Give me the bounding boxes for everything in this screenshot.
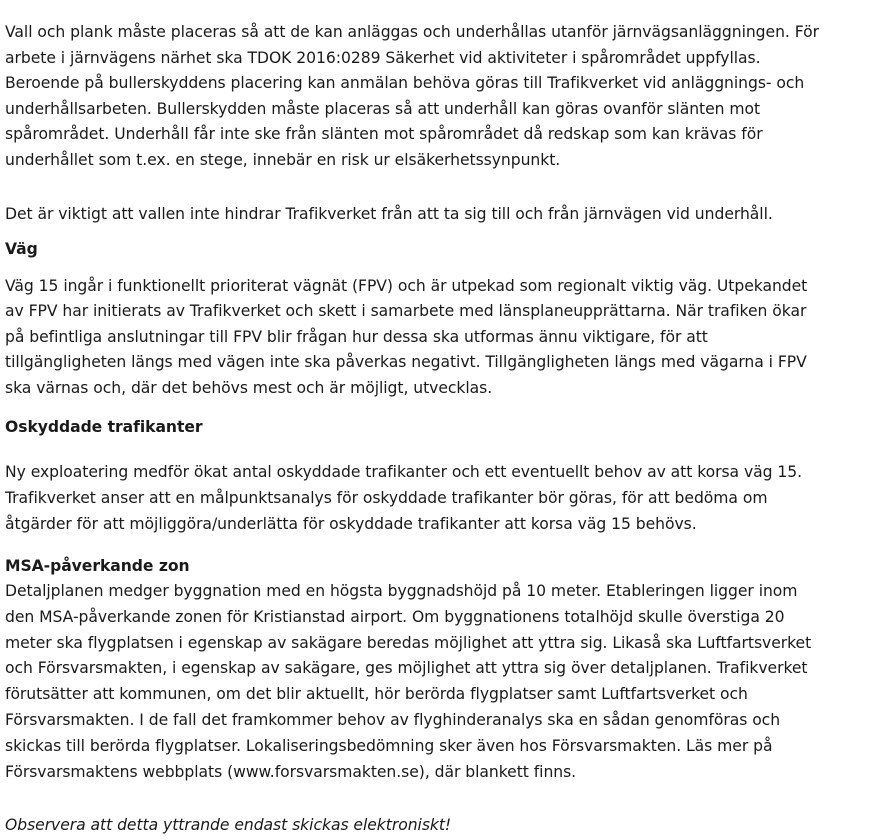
closing-note: Observera att detta yttrande endast skickas elektroniskt!	[5, 816, 452, 834]
section-heading-msa: MSA-påverkande zon	[5, 557, 190, 575]
msa-line: Försvarsmaktens webbplats (www.forsvarsmakten.se), där blankett finns.	[5, 763, 577, 781]
intro-line: Vall och plank måste placeras så att de kan anläggas och underhållas utanför järnvägsanläggningen. För	[5, 23, 819, 41]
msa-line: och Försvarsmakten, i egenskap av sakägare, ges möjlighet att yttra sig över detaljplanen. Trafikverket	[5, 659, 808, 677]
intro-note: Det är viktigt att vallen inte hindrar Trafikverket från att ta sig till och från järnvägen vid underhåll.	[5, 205, 773, 223]
section-heading-oskyddade: Oskyddade trafikanter	[5, 418, 203, 436]
section-heading-vag: Väg	[5, 240, 38, 258]
vag-line: ska värnas och, där det behövs mest och är möjligt, utvecklas.	[5, 379, 493, 397]
intro-line: underhållsarbeten. Bullerskydden måste placeras så att underhåll kan göras ovanför slänten mot	[5, 100, 761, 118]
oskyddade-line: åtgärder för att möjliggöra/underlätta för oskyddade trafikanter att korsa väg 15 behövs.	[5, 515, 697, 533]
oskyddade-line: Trafikverket anser att en målpunktsanalys för oskyddade trafikanter bör göras, för att bedöma om	[5, 489, 768, 507]
vag-line: på befintliga anslutningar till FPV blir frågan hur dessa ska utformas ännu viktigare, för att	[5, 328, 708, 346]
msa-line: Detaljplanen medger byggnation med en högsta byggnadshöjd på 10 meter. Etableringen ligger inom	[5, 582, 798, 600]
vag-line: Väg 15 ingår i funktionellt prioriterat vägnät (FPV) och är utpekad som regionalt viktig väg. Utpekandet	[5, 277, 808, 295]
oskyddade-line: Ny exploatering medför ökat antal oskyddade trafikanter och ett eventuellt behov av att korsa väg 15.	[5, 463, 803, 481]
msa-line: den MSA-påverkande zonen för Kristianstad airport. Om byggnationens totalhöjd skulle överstiga 20	[5, 608, 785, 626]
msa-line: förutsätter att kommunen, om det blir aktuellt, hör berörda flygplatser samt Luftfartsverket och	[5, 685, 748, 703]
vag-line: av FPV har initierats av Trafikverket och skett i samarbete med länsplaneupprättarna. När trafiken ökar	[5, 302, 807, 320]
msa-line: Försvarsmakten. I de fall det framkommer behov av flyghinderanalys ska en sådan genomföras och	[5, 711, 781, 729]
intro-line: arbete i järnvägens närhet ska TDOK 2016:0289 Säkerhet vid aktiviteter i spårområdet uppfyllas.	[5, 49, 761, 67]
msa-line: skickas till berörda flygplatser. Lokaliseringsbedömning sker även hos Försvarsmakten. Läs mer på	[5, 737, 773, 755]
msa-line: meter ska flygplatsen i egenskap av sakägare beredas möjlighet att yttra sig. Likaså ska Luftfartsverket	[5, 634, 812, 652]
vag-line: tillgängligheten längs med vägen inte ska påverkas negativt. Tillgängligheten längs med vägarna i FPV	[5, 353, 807, 371]
intro-line: underhållet som t.ex. en stege, innebär en risk ur elsäkerhetssynpunkt.	[5, 151, 561, 169]
intro-line: spårområdet. Underhåll får inte ske från slänten mot spårområdet då redskap som kan krävas för	[5, 125, 763, 143]
intro-line: Beroende på bullerskyddens placering kan anmälan behöva göras till Trafikverket vid anläggnings- och	[5, 74, 805, 92]
